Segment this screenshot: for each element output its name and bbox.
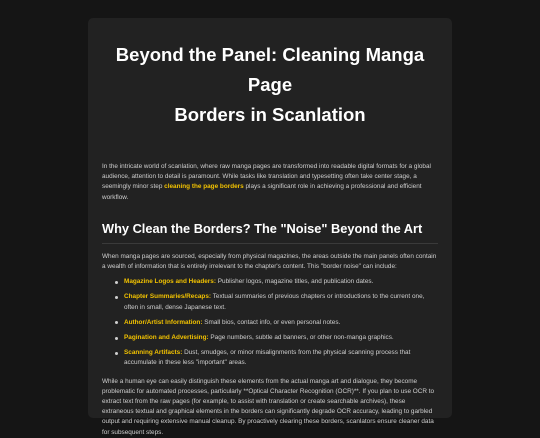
section-lead-paragraph: When manga pages are sourced, especially from physical magazines, the areas outside the main panels often contain a wealth of information that is entirely irrelevant to the chapter's content. This "border noise" can include:: [102, 252, 437, 271]
list-item-text: Textual summaries of previous chapters or introductions to the current one, often in small, dense Japanese text.: [124, 293, 425, 311]
list-item-text: Page numbers, subtle ad banners, or other non-manga graphics.: [208, 334, 394, 342]
section-heading: Why Clean the Borders? The "Noise" Beyond the Art: [102, 221, 438, 244]
intro-highlight: cleaning the page borders: [164, 183, 244, 191]
list-item: [124, 277, 438, 287]
page-title-line-1: Beyond the Panel: Cleaning Manga Page: [115, 44, 425, 95]
border-noise-list: [102, 277, 438, 368]
list-item-term: Scanning Artifacts:: [124, 349, 183, 357]
list-item: [124, 333, 438, 343]
list-item-text: Publisher logos, magazine titles, and publication dates.: [215, 278, 374, 286]
list-item-term: Author/Artist Information:: [124, 318, 203, 326]
intro-paragraph: [102, 162, 438, 203]
intro-text-after: plays a significant role in achieving a professional and efficient workflow.: [102, 183, 422, 201]
list-item-text: Dust, smudges, or minor misalignments from the physical scanning process that accumulate in these less "important" areas.: [124, 349, 411, 367]
list-item: [124, 318, 438, 328]
list-item: [124, 348, 438, 368]
list-item-term: Chapter Summaries/Recaps:: [124, 293, 212, 301]
list-item-term: Pagination and Advertising:: [124, 334, 209, 342]
intro-text-before: In the intricate world of scanlation, where raw manga pages are transformed into readable digital formats for a global audience, attention to detail is paramount. While tasks like translation and typesetting often take center stage, a seemingly minor step: [102, 163, 431, 191]
list-item: [124, 292, 438, 312]
page-title: [102, 40, 438, 130]
list-item-text: Small bios, contact info, or even personal notes.: [202, 318, 341, 326]
list-item-term: Magazine Logos and Headers:: [124, 278, 216, 286]
page-title-line-2: Borders in Scanlation: [174, 104, 366, 125]
section-closing-paragraph: While a human eye can easily distinguish these elements from the actual manga art and dialogue, they become problematic for automated processes, particularly **Optical Character Recognition (OCR)**. If you plan to use OCR to extract text from the raw pages (for example, to assist with translation or create searchable archives), these extraneous textual and graphical elements in the borders can significantly degrade OCR accuracy, leading to garbled output and requiring extensive manual cleanup. By proactively clearing these borders, scanlators ensure cleaner data for subsequent steps.: [102, 377, 435, 436]
article-card: [88, 18, 452, 436]
